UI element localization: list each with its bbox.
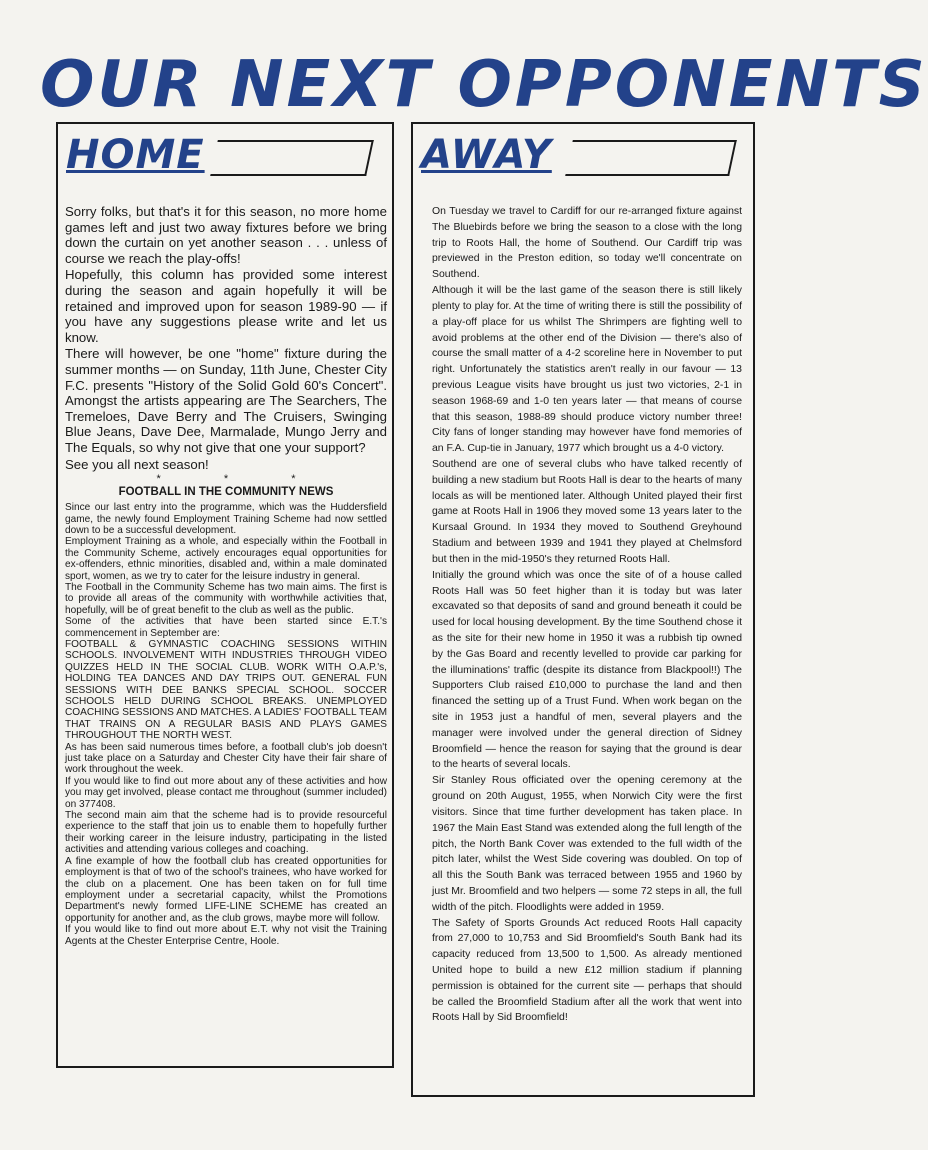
home-text bbox=[65, 204, 387, 947]
community-paragraph: As has been said numerous times before, a football club's job doesn't just take place on a Saturday and Chester City have their fair share of work throughout the week. bbox=[65, 741, 387, 776]
away-paragraph: On Tuesday we travel to Cardiff for our re-arranged fixture against The Bluebirds before we bring the season to a close with the long trip to Roots Hall, the home of Southend. Our Cardiff trip was previewed in the Preston edition, so today we'll concentrate on Southend. bbox=[432, 206, 742, 281]
home-intro-paragraph: See you all next season! bbox=[65, 456, 209, 472]
community-paragraph: If you would like to find out more about E.T. why not visit the Training Agents at the Chester Enterprise Centre, Hoole. bbox=[65, 924, 387, 947]
away-paragraph: The Safety of Sports Grounds Act reduced Roots Hall capacity from 27,000 to 10,753 and Sid Broomfield's South Bank had its capacity reduced from 13,500 to 1,500. As already mentioned United hope to build a new £12 million stadium if planning permission is obtained for the current site — perhaps that should be called the Broomfield Stadium after all the work that went into Roots Hall by Sid Broomfield! bbox=[432, 917, 742, 1024]
away-heading-tab bbox=[421, 134, 739, 176]
community-news-title: FOOTBALL IN THE COMMUNITY NEWS bbox=[118, 486, 334, 499]
page-title: OUR NEXT OPPONENTS bbox=[40, 48, 928, 122]
home-column bbox=[56, 122, 394, 1068]
community-paragraph: Some of the activities that have been started since E.T.'s commencement in September are: bbox=[65, 616, 387, 639]
community-paragraph: The second main aim that the scheme had is to provide resourceful experience to the staff that join us to enable them to hopefully further their working career in the leisure industry, participating in the listed activities and attending various colleges and coaching. bbox=[65, 810, 387, 856]
away-paragraph: Sir Stanley Rous officiated over the opening ceremony at the ground on 20th August, 1955, when Norwich City were the first visitors. Since that time further development has taken place. In 1967 the Main East Stand was extended along the full length of the pitch, the North Bank Cover was extended to the full width of the pitch later, whilst the West Side covering was doubled. On top of all this the South Bank was terraced between 1955 and 1960 by just Mr. Broomfield and two helpers — some 72 steps in all, the full width of the pitch. Floodlights were added in 1959. bbox=[432, 775, 742, 913]
home-intro-paragraph: Sorry folks, but that's it for this season, no more home games left and just two away fixtures before we bring down the curtain on yet another season . . . unless of course we reach the play-offs! bbox=[65, 204, 387, 266]
away-paragraph: Although it will be the last game of the season there is still likely plenty to play for. At the time of writing there is still the possibility of a play-off place for us whilst The Shrimpers are fighting well to avoid problems at the other end of the Division — there's also of course the small matter of a 4-2 scoreline here in November to put right. Unfortunately the statistics aren't really in our favour — 13 previous League visits have brought us just two victories, 2-1 in season 1968-69 and 1-0 ten years later — that means of course that this season, 1988-89 should produce victory number three! City fans of longer standing may however have fond memories of an F.A. Cup-tie in January, 1977 which brought us a 4-0 victory. bbox=[432, 285, 742, 455]
home-intro-paragraph: There will however, be one "home" fixture during the summer months — on Sunday, 11th June, Chester City F.C. presents "History of the Solid Gold 60's Concert". Amongst the artists appearing are The Searchers, The Tremeloes, Dave Berry and The Cruisers, Swinging Blue Jeans, Dave Dee, Marmalade, Mungo Jerry and The Equals, so why not give that one your support? bbox=[65, 346, 387, 455]
away-text bbox=[432, 204, 742, 1026]
section-divider-stars: * * * bbox=[156, 473, 326, 486]
away-paragraph: Southend are one of several clubs who have talked recently of building a new stadium but Roots Hall is dear to the hearts of many locals as will be mentioned later. Although United played their first game at Roots Hall in 1906 they moved some 13 years later to the Kursaal Ground. In 1934 they moved to Southend Greyhound Stadium and between 1939 and 1941 they played at Chelmsford but then in the mid-1950's they returned Roots Hall. bbox=[432, 459, 742, 565]
home-heading: HOME bbox=[66, 132, 205, 178]
away-column bbox=[411, 122, 755, 1097]
home-heading-tab bbox=[66, 134, 376, 176]
away-heading-box bbox=[565, 140, 737, 176]
community-paragraph: The Football in the Community Scheme has two main aims. The first is to provide all areas of the community with worthwhile activities that, hopefully, will be of great benefit to the club as well as the public. bbox=[65, 581, 387, 616]
community-paragraph: If you would like to find out more about any of these activities and how you may get involved, please contact me throughout (summer included) on 377408. bbox=[65, 775, 387, 810]
community-paragraph: Employment Training as a whole, and especially within the Football in the Community Scheme, actively encourages equal opportunities for ex-offenders, ethnic minorities, disabled and, within a male dominated sport, women, as we try to cater for the leisure industry in general. bbox=[65, 536, 387, 582]
home-intro-paragraph: Hopefully, this column has provided some interest during the season and again hopefully it will be retained and improved upon for season 1989-90 — if you have any suggestions please write and let us know. bbox=[65, 267, 387, 345]
away-paragraph: Initially the ground which was once the site of of a house called Roots Hall was 50 feet higher than it is today but was later excavated so that deposits of sand and ground beneath it could be used for local housing development. By the time Southend chose it as the site for their new home in 1950 it was a rubbish tip owned by the Gas Board and recently levelled to provide car parking for the illuminations' traffic (despite its distance from Blackpool!!) The Supporters Club raised £10,000 to purchase the land and then financed the setting up of a Trust Fund. When work began on the site in 1953 just a handful of men, several players and the manager were involved under the general direction of Sidney Broomfield — hence the reason for saying that the ground is dear to the hearts of several locals. bbox=[432, 569, 742, 771]
home-heading-box bbox=[210, 140, 374, 176]
community-paragraph: Since our last entry into the programme, which was the Huddersfield game, the newly found Employment Training Scheme had now settled down to be a successful development. bbox=[65, 502, 387, 536]
activities-list: FOOTBALL & GYMNASTIC COACHING SESSIONS WITHIN SCHOOLS. INVOLVEMENT WITH INDUSTRIES THROUGH VIDEO QUIZZES HELD IN THE SOCIAL CLUB. WORK WITH O.A.P.'s, HOLDING TEA DANCES AND DAY TRIPS OUT. GENERAL FUN SESSIONS WITH DEE BANKS SPECIAL SCHOOL. SOCCER SCHOOLS HELD DURING SCHOOL BREAKS. UNEMPLOYED COACHING SESSIONS AND MATCHES. A LADIES' FOOTBALL TEAM THAT TRAINS ON A REGULAR BASIS AND PLAYS GAMES THROUGHOUT THE NORTH WEST. bbox=[65, 638, 387, 742]
community-paragraph: A fine example of how the football club has created opportunities for employment is that of two of the school's trainees, who have worked for the club on a placement. One has been taken on for full time employment under a secretarial capacity, whilst the Promotions Department's newly formed LIFE-LINE SCHEME has created an opportunity for another and, as the club grows, maybe more will follow. bbox=[65, 855, 387, 924]
away-heading: AWAY bbox=[421, 132, 552, 178]
